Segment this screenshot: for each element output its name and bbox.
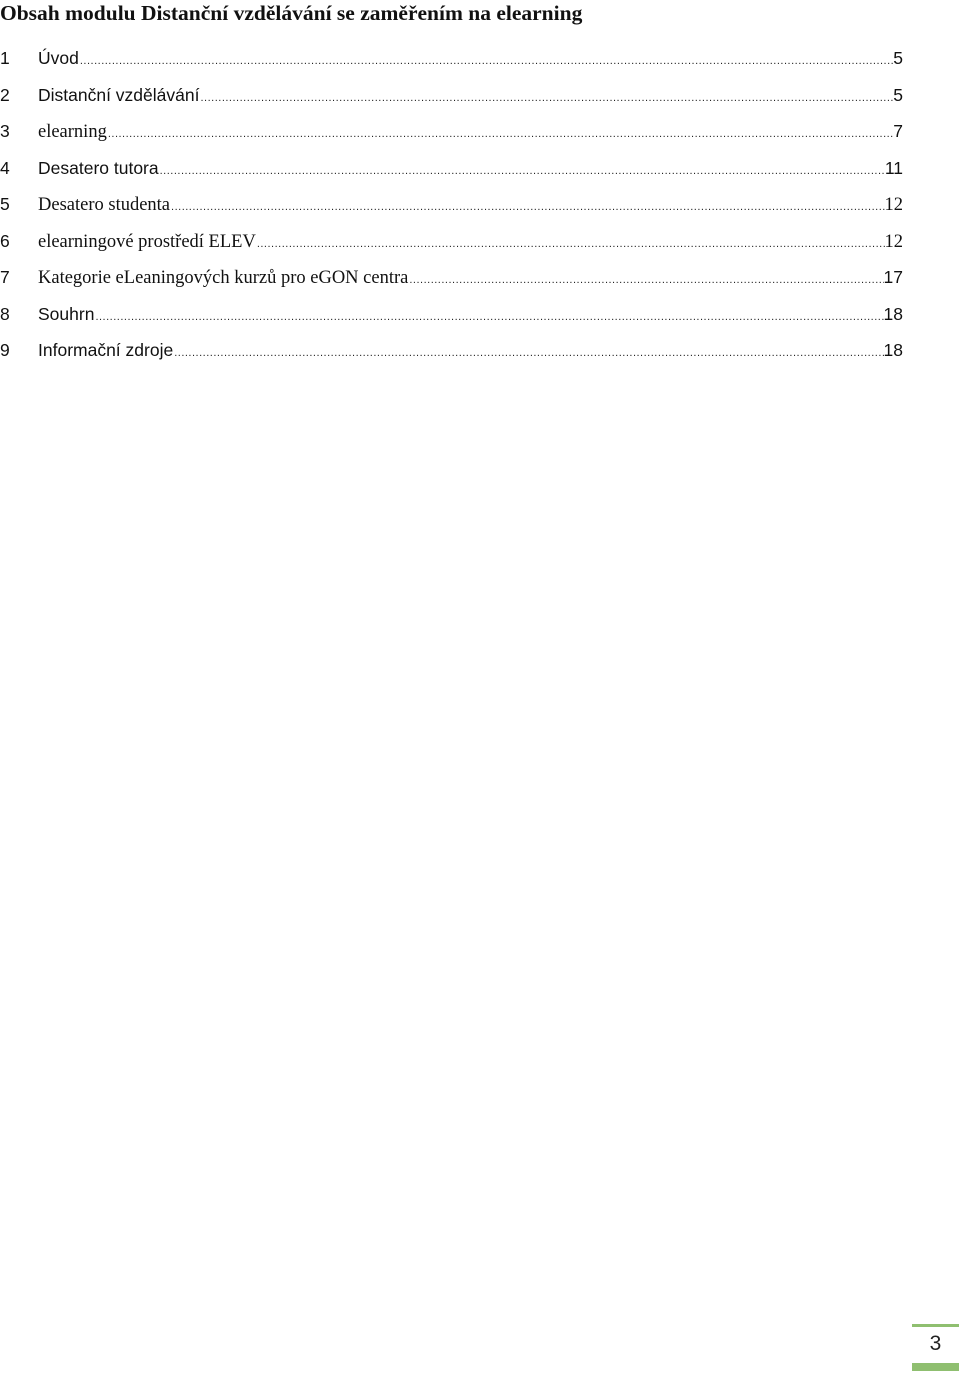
toc-entry-title: Distanční vzdělávání bbox=[38, 85, 200, 105]
toc-dot-leader bbox=[79, 49, 893, 73]
page-number-top-rule bbox=[912, 1324, 959, 1327]
toc-entry-informacni-zdroje[interactable] bbox=[0, 338, 903, 362]
toc-entry-number: 5 bbox=[0, 194, 10, 214]
page-number-bottom-bar bbox=[912, 1363, 959, 1371]
toc-entry-title: Desatero tutora bbox=[38, 158, 159, 178]
toc-entry-title: elearning bbox=[38, 122, 107, 142]
toc-entry-page: 12 bbox=[884, 195, 903, 215]
page-number-box bbox=[912, 1324, 959, 1371]
toc-entry-page: 18 bbox=[883, 304, 903, 324]
toc-entry-number: 3 bbox=[0, 121, 10, 141]
toc-dot-leader bbox=[408, 268, 883, 292]
toc-entry-distancni-vzdelavani[interactable] bbox=[0, 83, 903, 107]
page-title: Obsah modulu Distanční vzdělávání se zaměřením na elearning bbox=[0, 1, 583, 25]
toc-entry-title: Souhrn bbox=[38, 304, 95, 324]
toc-entry-title: elearningové prostředí ELEV bbox=[38, 232, 256, 252]
toc-entry-page: 11 bbox=[884, 158, 903, 178]
toc-entry-elearningove-prostredi[interactable] bbox=[0, 229, 903, 253]
toc-entry-title: Desatero studenta bbox=[38, 195, 171, 215]
toc-dot-leader bbox=[173, 341, 883, 365]
toc-entry-kategorie-kurzu[interactable] bbox=[0, 265, 903, 289]
toc-entry-page: 18 bbox=[883, 340, 903, 360]
toc-entry-page: 12 bbox=[884, 232, 903, 252]
toc-entry-uvod[interactable] bbox=[0, 46, 903, 70]
toc-entry-page: 5 bbox=[893, 85, 903, 105]
toc-dot-leader bbox=[94, 305, 883, 329]
toc-dot-leader bbox=[170, 195, 884, 219]
toc-entry-desatero-studenta[interactable] bbox=[0, 192, 903, 216]
toc-entry-number: 7 bbox=[0, 267, 10, 287]
toc-entry-title: Kategorie eLeaningových kurzů pro eGON centra bbox=[38, 268, 409, 288]
toc-dot-leader bbox=[199, 86, 893, 110]
toc-dot-leader bbox=[159, 159, 885, 183]
toc-entry-number: 2 bbox=[0, 85, 10, 105]
toc-entry-number: 8 bbox=[0, 304, 10, 324]
toc-entry-number: 9 bbox=[0, 340, 10, 360]
toc-dot-leader bbox=[107, 122, 893, 146]
toc-entry-elearning[interactable] bbox=[0, 119, 903, 143]
toc-entry-title: Úvod bbox=[38, 48, 79, 68]
toc-entry-page: 7 bbox=[893, 121, 903, 141]
toc-entry-page: 17 bbox=[883, 267, 903, 287]
toc-entry-number: 1 bbox=[0, 48, 10, 68]
toc-entry-souhrn[interactable] bbox=[0, 302, 903, 326]
toc-entry-desatero-tutora[interactable] bbox=[0, 156, 903, 180]
toc-entry-page: 5 bbox=[893, 48, 903, 68]
toc-dot-leader bbox=[256, 232, 885, 256]
toc-entry-title: Informační zdroje bbox=[38, 340, 174, 360]
toc-entry-number: 6 bbox=[0, 231, 10, 251]
page-number: 3 bbox=[929, 1332, 942, 1355]
toc-entry-number: 4 bbox=[0, 158, 10, 178]
